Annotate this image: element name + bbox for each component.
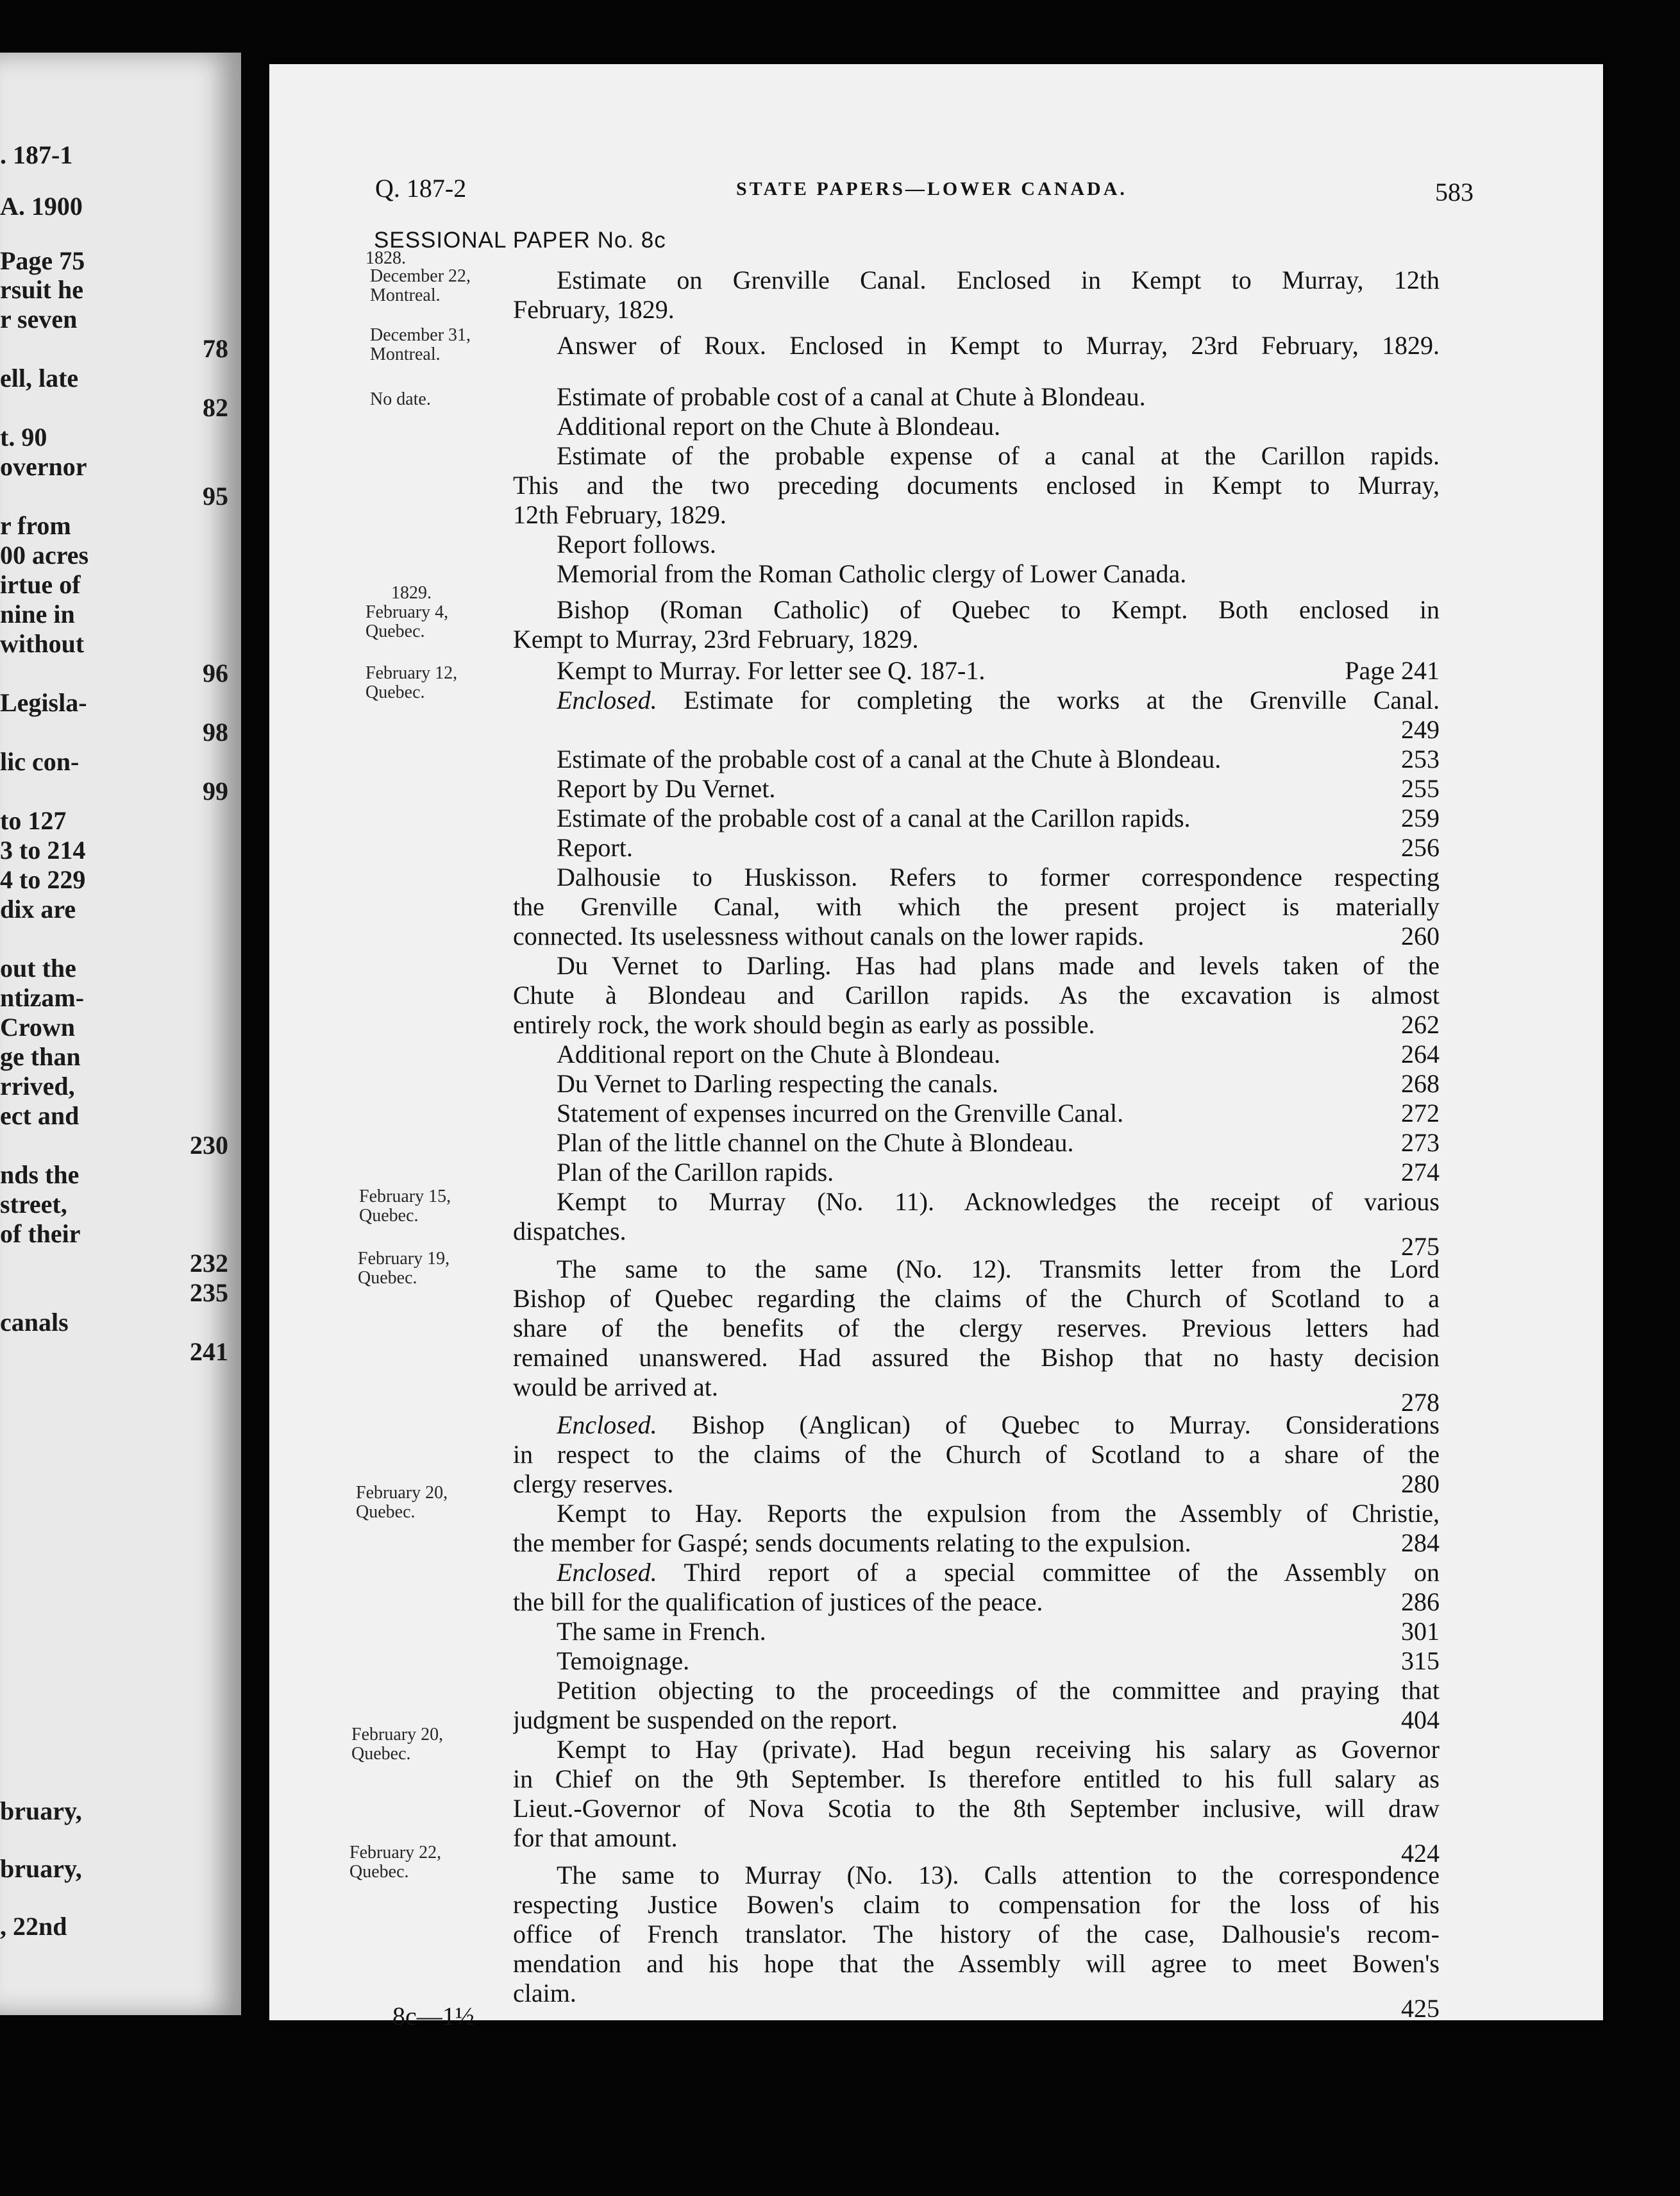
margin-date: Quebec. [365,621,425,641]
entry-line: The same to Murray (No. 13). Calls attention to the correspondence [557,1861,1440,1889]
margin-date: February 4, [365,602,449,622]
entry-line: Statement of expenses incurred on the Grenville Canal. [557,1099,1124,1128]
facing-page-line: 232 [190,1249,228,1278]
page-reference-number: 253 [1401,745,1440,773]
facing-page-line: 98 [203,718,228,747]
facing-page-line: out the [0,954,76,983]
page-reference-number: 284 [1401,1528,1440,1557]
margin-date: February 20, [351,1725,444,1744]
facing-page [0,53,241,2015]
entry-line: Enclosed. Estimate for completing the works at the Grenville Canal. [557,686,1440,714]
facing-page-line: canals [0,1308,69,1337]
entry-line: would be arrived at. [513,1372,718,1401]
margin-date: Quebec. [359,1206,419,1226]
facing-page-line: 96 [203,659,228,688]
facing-page-line: ell, late [0,364,79,393]
facing-page-line: dix are [0,895,76,924]
entry-line: Answer of Roux. Enclosed in Kempt to Murray, 23rd February, 1829. [557,331,1440,360]
facing-page-line: ge than [0,1042,81,1071]
page-reference-number: 425 [1401,1994,1440,2023]
entry-line: in Chief on the 9th September. Is therefore entitled to his full salary as [513,1764,1440,1793]
running-title: STATE PAPERS—LOWER CANADA. [736,178,1127,199]
margin-date: Quebec. [365,682,425,702]
enclosed-label: Enclosed. [557,1558,657,1587]
page-reference-number: 273 [1401,1128,1440,1157]
entry-line: Additional report on the Chute à Blondeau. [557,1040,1001,1068]
margin-date: February 12, [365,663,458,683]
entry-line: entirely rock, the work should begin as early as possible. [513,1010,1095,1039]
margin-date: No date. [370,389,431,409]
sessional-paper-label: SESSIONAL PAPER No. 8c [374,228,666,253]
entry-line: Estimate on Grenville Canal. Enclosed in Kempt to Murray, 12th [557,266,1440,294]
facing-page-line: 82 [203,393,228,422]
entry-line: Estimate of the probable cost of a canal at the Chute à Blondeau. [557,745,1222,773]
margin-date: Quebec. [349,1862,409,1882]
facing-page-line: ntizam- [0,983,85,1012]
entry-line: February, 1829. [513,295,675,324]
entry-line: Du Vernet to Darling respecting the canals. [557,1069,999,1098]
entry-line: 12th February, 1829. [513,500,727,529]
facing-page-line: irtue of [0,570,81,599]
page-reference-number: 262 [1401,1010,1440,1039]
facing-page-line: without [0,629,85,658]
entry-line: the bill for the qualification of justices of the peace. [513,1587,1043,1616]
facing-page-line: 4 to 229 [0,865,86,894]
facing-page-line: A. 1900 [0,192,83,221]
page-reference-number: 274 [1401,1158,1440,1187]
entry-line: Kempt to Murray. For letter see Q. 187-1. [557,656,986,685]
margin-date: Montreal. [370,344,441,364]
page-reference: Q. 187-2 [375,174,467,203]
entry-line: the Grenville Canal, with which the present project is materially [513,892,1440,921]
entry-line: Kempt to Hay. Reports the expulsion from the Assembly of Christie, [557,1499,1440,1528]
facing-page-line: nine in [0,600,75,629]
entry-line: Enclosed. Third report of a special committee of the Assembly on [557,1558,1440,1587]
facing-page-line: ect and [0,1101,80,1130]
entry-line: Du Vernet to Darling. Has had plans made and levels taken of the [557,951,1440,980]
facing-page-line: bruary, [0,1854,82,1883]
entry-line: office of French translator. The history of the case, Dalhousie's recom- [513,1920,1440,1948]
page-reference-number: 286 [1401,1587,1440,1616]
margin-date: February 15, [359,1187,451,1206]
entry-line: The same in French. [557,1617,766,1646]
margin-date: December 31, [370,325,471,345]
facing-page-line: lic con- [0,747,80,776]
page-reference-number: 249 [1401,715,1440,744]
entry-line: Plan of the little channel on the Chute à Blondeau. [557,1128,1074,1157]
entry-line: connected. Its uselessness without canals on the lower rapids. [513,922,1145,950]
signature-mark: 8c—1½ [392,2002,475,2031]
page-reference-number: 256 [1401,833,1440,862]
margin-date: Montreal. [370,285,441,305]
facing-page-line: 95 [203,482,228,511]
entry-line: Petition objecting to the proceedings of the committee and praying that [557,1676,1440,1705]
facing-page-line: 99 [203,777,228,806]
page-reference-number: 315 [1401,1646,1440,1675]
entry-line: Bishop (Roman Catholic) of Quebec to Kempt. Both enclosed in [557,595,1440,624]
facing-page-line: r seven [0,305,78,334]
margin-date: Quebec. [358,1268,417,1288]
entry-line: mendation and his hope that the Assembly will agree to meet Bowen's [513,1949,1440,1978]
scan-border [1603,64,1680,2196]
page-reference-number: 275 [1401,1232,1440,1261]
entry-line: respecting Justice Bowen's claim to compensation for the loss of his [513,1890,1440,1919]
entry-line: Additional report on the Chute à Blondeau. [557,412,1001,441]
facing-page-line: Page 75 [0,246,85,275]
entry-line: Temoignage. [557,1646,690,1675]
entry-line: Kempt to Murray, 23rd February, 1829. [513,625,919,654]
page-reference-number: 301 [1401,1617,1440,1646]
entry-line: Report by Du Vernet. [557,774,776,803]
margin-date: Quebec. [356,1502,416,1522]
facing-page-line: Crown [0,1013,76,1042]
page-reference-number: 255 [1401,774,1440,803]
entry-line: clergy reserves. [513,1469,674,1498]
margin-date: February 22, [349,1843,442,1862]
facing-page-line: . 187-1 [0,140,73,169]
page-reference-number: 404 [1401,1705,1440,1734]
margin-date: 1829. [391,583,432,603]
entry-line: Lieut.-Governor of Nova Scotia to the 8th September inclusive, will draw [513,1794,1440,1823]
entry-line: Report follows. [557,530,716,559]
enclosed-label: Enclosed. [557,686,657,714]
facing-page-line: overnor [0,452,87,481]
entry-line: Estimate of probable cost of a canal at Chute à Blondeau. [557,382,1146,411]
facing-page-line: nds the [0,1160,80,1189]
entry-line: for that amount. [513,1823,678,1852]
entry-line: Chute à Blondeau and Carillon rapids. As the excavation is almost [513,981,1440,1009]
facing-page-line: t. 90 [0,423,47,452]
margin-date: Quebec. [351,1744,411,1764]
facing-page-line: Legisla- [0,688,87,717]
page-reference-number: 260 [1401,922,1440,950]
facing-page-line: 241 [190,1337,228,1366]
facing-page-line: street, [0,1190,67,1219]
entry-line: Enclosed. Bishop (Anglican) of Quebec to Murray. Considerations [557,1410,1440,1439]
page-number: 583 [1435,178,1474,207]
margin-date: December 22, [370,266,471,286]
entry-line: share of the benefits of the clergy reserves. Previous letters had [513,1313,1440,1342]
entry-line: The same to the same (No. 12). Transmits letter from the Lord [557,1254,1440,1283]
entry-line: Bishop of Quebec regarding the claims of the Church of Scotland to a [513,1284,1440,1313]
facing-page-line: 00 acres [0,541,89,570]
entry-line: claim. [513,1979,576,2007]
entry-line: Kempt to Hay (private). Had begun receiving his salary as Governor [557,1735,1440,1764]
page-reference-number: 259 [1401,804,1440,832]
facing-page-line: 3 to 214 [0,836,86,865]
entry-line: the member for Gaspé; sends documents relating to the expulsion. [513,1528,1191,1557]
entry-line: Memorial from the Roman Catholic clergy of Lower Canada. [557,559,1187,588]
page-reference-number: 272 [1401,1099,1440,1128]
facing-page-line: rrived, [0,1072,75,1101]
facing-page-line: , 22nd [0,1912,67,1941]
entry-line: Dalhousie to Huskisson. Refers to former correspondence respecting [557,863,1440,891]
facing-page-line: 230 [190,1131,228,1160]
facing-page-line: of their [0,1219,81,1248]
entry-line: Kempt to Murray (No. 11). Acknowledges the receipt of various [557,1187,1440,1216]
margin-date: February 20, [356,1483,448,1503]
page-reference-number: 268 [1401,1069,1440,1098]
entry-line: remained unanswered. Had assured the Bishop that no hasty decision [513,1343,1440,1372]
page-reference-number: 424 [1401,1839,1440,1868]
page-reference-number: Page 241 [1345,656,1440,685]
margin-date: February 19, [358,1249,450,1269]
entry-line: This and the two preceding documents enclosed in Kempt to Murray, [513,471,1440,500]
facing-page-line: rsuit he [0,275,83,304]
facing-page-line: 235 [190,1278,228,1307]
entry-line: Estimate of the probable cost of a canal at the Carillon rapids. [557,804,1191,832]
entry-line: dispatches. [513,1217,626,1246]
enclosed-label: Enclosed. [557,1410,657,1439]
page-reference-number: 280 [1401,1469,1440,1498]
entry-line: Report. [557,833,633,862]
page-reference-number: 264 [1401,1040,1440,1068]
facing-page-line: 78 [203,334,228,363]
entry-line: Estimate of the probable expense of a canal at the Carillon rapids. [557,441,1440,470]
entry-line: in respect to the claims of the Church of Scotland to a share of the [513,1440,1440,1469]
margin-date: 1828. [365,248,406,268]
facing-page-line: bruary, [0,1796,82,1825]
facing-page-line: to 127 [0,806,67,835]
page-reference-number: 278 [1401,1388,1440,1417]
entry-line: Plan of the Carillon rapids. [557,1158,834,1187]
entry-line: judgment be suspended on the report. [513,1705,898,1734]
facing-page-line: r from [0,511,71,540]
